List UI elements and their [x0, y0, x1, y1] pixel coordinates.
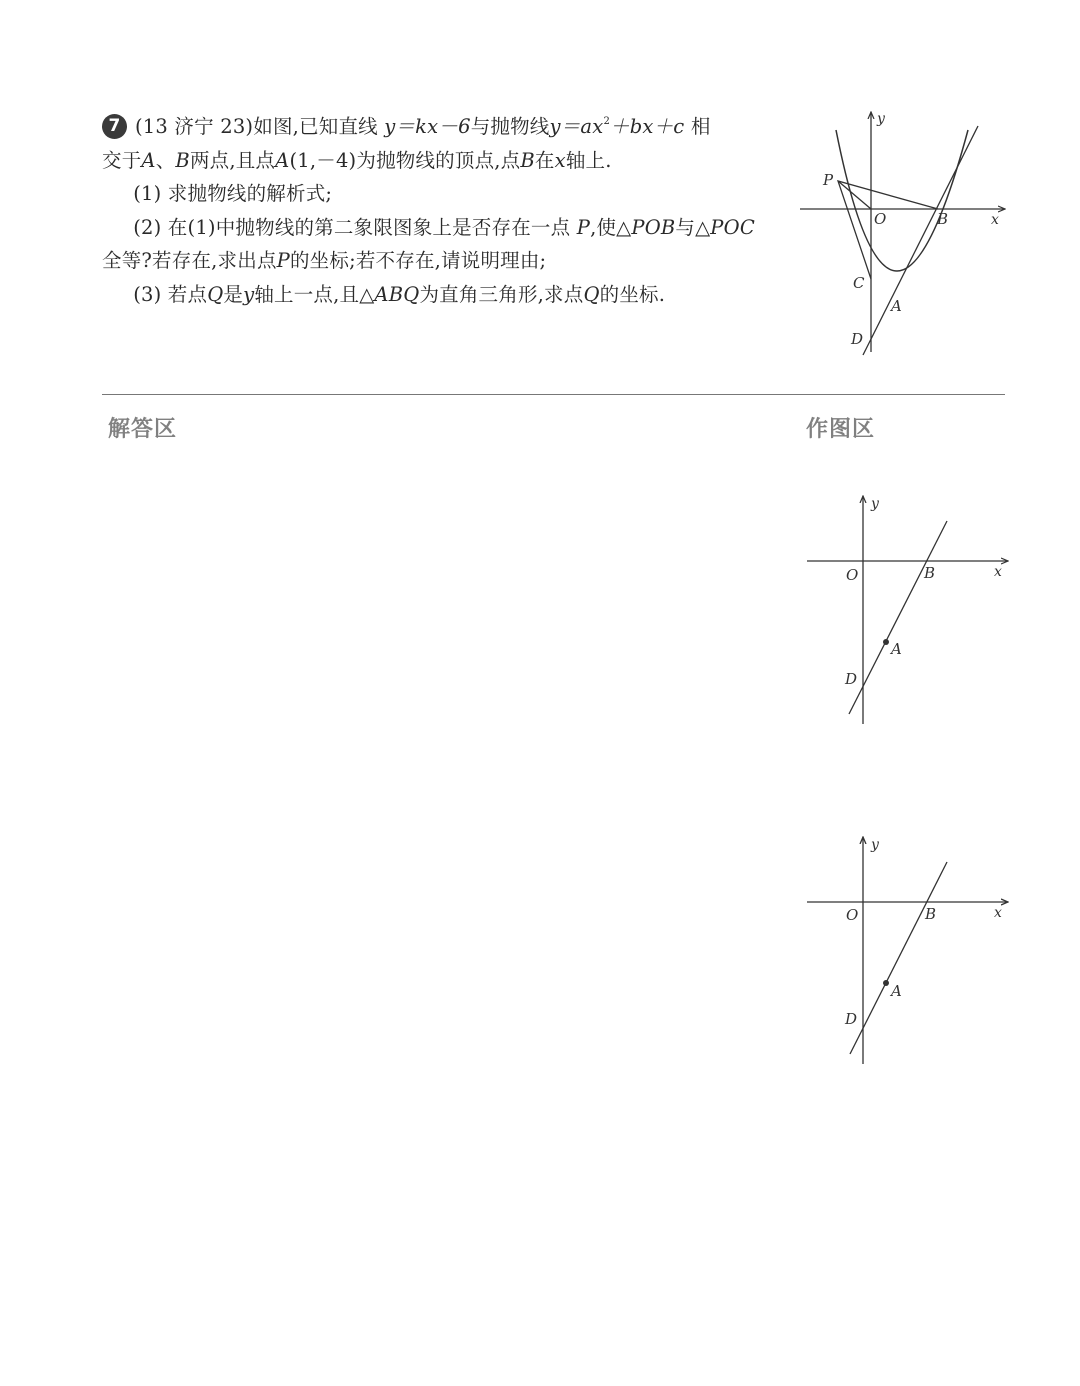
section-divider	[102, 394, 1005, 395]
text: 交于	[102, 148, 142, 172]
problem-7	[102, 110, 772, 311]
question-2	[102, 211, 772, 278]
label-A: A	[891, 640, 902, 658]
label-B: B	[925, 905, 937, 923]
label-y: y	[871, 496, 879, 512]
text: 与抛物线	[470, 115, 550, 138]
parabola	[836, 130, 968, 271]
text: 相	[684, 115, 711, 138]
label-x: x	[994, 564, 1002, 580]
point-label: A	[275, 148, 290, 172]
text: ,使	[590, 215, 617, 239]
triangle-label: △ABQ	[359, 282, 420, 306]
point-label: P	[576, 215, 591, 239]
label-O: O	[846, 566, 859, 584]
variable: y	[243, 282, 255, 306]
line-kx-6	[849, 521, 947, 714]
exponent: 2	[603, 116, 611, 127]
point-A-dot	[883, 980, 889, 986]
line-kx-6	[863, 126, 978, 355]
question-1: (1) 求抛物线的解析式;	[133, 182, 333, 205]
label-D: D	[845, 1010, 858, 1028]
text: 轴上一点,且	[254, 282, 360, 306]
label-C: C	[853, 274, 865, 292]
question-3	[102, 278, 772, 312]
text: (3) 若点	[133, 282, 208, 306]
point-label: A	[141, 148, 156, 172]
variable: x	[554, 148, 566, 172]
text: 两点,且点	[189, 148, 276, 172]
label-B: B	[937, 210, 949, 228]
triangle-label: △POB	[616, 215, 676, 239]
problem-number-badge: 7	[102, 114, 127, 139]
parabola-equation-a: y＝ax	[549, 115, 604, 138]
figure-draw-2	[800, 830, 1020, 1070]
problem-line-2	[102, 144, 772, 178]
problem-line-1	[102, 110, 772, 144]
text: 在	[534, 148, 555, 172]
label-O: O	[874, 210, 887, 228]
answer-area-label: 解答区	[108, 417, 178, 442]
figure-main	[790, 105, 1015, 360]
point-label: Q	[583, 282, 600, 306]
text: 如图,已知直线	[253, 115, 385, 138]
text: (2) 在(1)中抛物线的第二象限图象上是否存在一点	[133, 215, 577, 239]
label-A: A	[891, 297, 902, 315]
problem-source: (13 济宁 23)	[135, 115, 254, 138]
point-A-dot	[883, 639, 889, 645]
text: 的坐标.	[599, 282, 666, 306]
text: 是	[223, 282, 244, 306]
text: 、	[155, 148, 176, 172]
label-x: x	[994, 905, 1002, 921]
figure-draw-1	[800, 490, 1020, 730]
text: 为直角三角形,求点	[419, 282, 584, 306]
point-label: Q	[207, 282, 224, 306]
text: 的坐标;若不存在,请说明理由;	[289, 249, 547, 272]
label-D: D	[845, 670, 858, 688]
label-A: A	[891, 982, 902, 1000]
point-label: B	[520, 148, 535, 172]
line-kx-6	[850, 862, 947, 1054]
text: 全等?若存在,求出点	[102, 249, 277, 272]
label-O: O	[846, 906, 859, 924]
line-equation: y＝kx－6	[384, 115, 471, 138]
point-label: P	[276, 249, 290, 272]
drawing-area-label: 作图区	[806, 417, 876, 442]
triangle-label: △POC	[695, 215, 755, 239]
label-D: D	[851, 330, 864, 348]
triangle-POB-POC	[838, 181, 938, 279]
label-P: P	[823, 171, 834, 189]
label-y: y	[877, 111, 885, 127]
text: (1,－4)为抛物线的顶点,点	[289, 148, 521, 172]
text: 与	[675, 215, 696, 239]
text: 轴上.	[565, 148, 612, 172]
label-x: x	[991, 212, 999, 228]
label-B: B	[924, 564, 936, 582]
point-label: B	[175, 148, 190, 172]
parabola-equation-b: ＋bx＋c	[610, 115, 685, 138]
label-y: y	[871, 837, 879, 853]
